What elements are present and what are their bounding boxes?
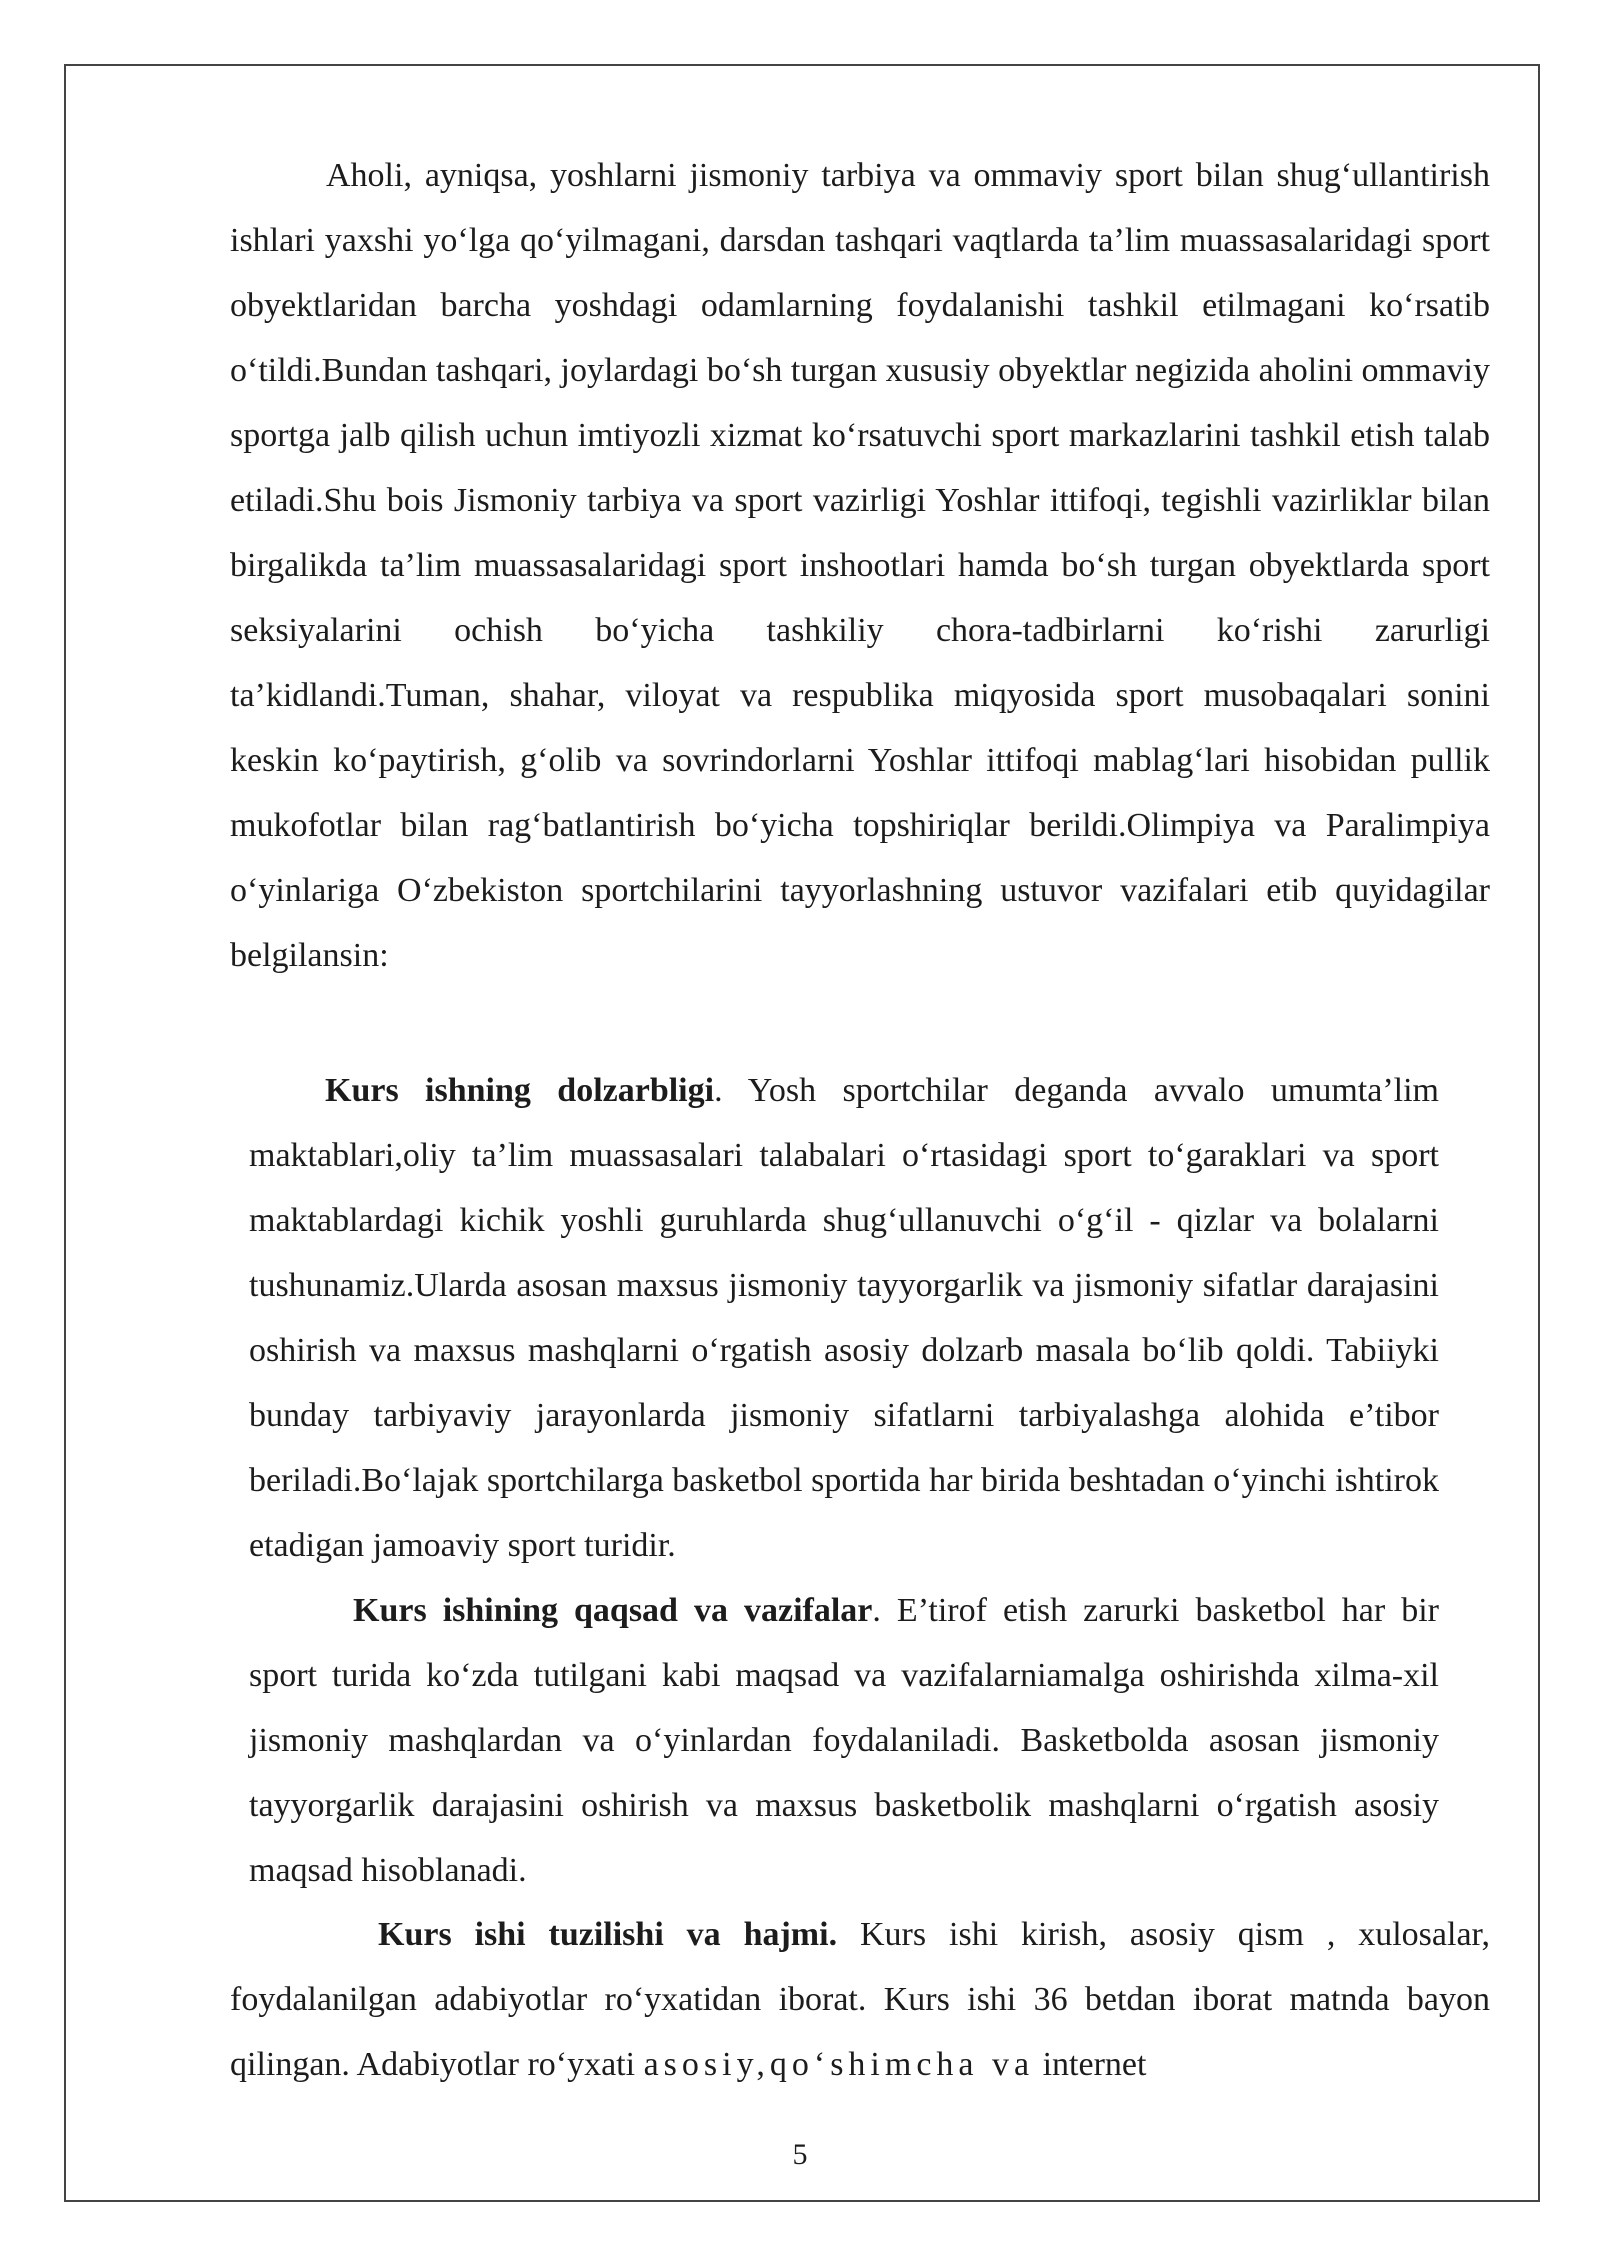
text-relevance: . Yosh sportchilar deganda avvalo umumta’lim maktablari,oliy ta’lim muassasalari talabalari o‘rtasidagi sport to‘garaklari va sport maktablardagi kichik yoshli guruhlarda shug‘ullanuvchi o‘g‘il - qizlar va bolalarni tushunamiz.Ularda asosan maxsus jismoniy tayyorgarlik va jismoniy sifatlar darajasini oshirish va maxsus mashqlarni o‘rgatish asosiy dolzarb masala bo‘lib qoldi. Tabiiyki bunday tarbiyaviy jarayonlarda jismoniy sifatlarni tarbiyalashga alohida e’tibor beriladi.Bo‘lajak sportchilarga basketbol sportida har birida beshtadan o‘yinchi ishtirok etadigan jamoaviy sport turidir. <box>249 1072 1439 1564</box>
heading-relevance: Kurs ishning dolzarbligi <box>325 1072 715 1109</box>
heading-goals: Kurs ishining qaqsad va vazifalar <box>353 1592 873 1629</box>
paragraph-goals <box>249 1578 1439 1903</box>
text-structure-tail: internet <box>1034 2046 1147 2083</box>
paragraph-relevance <box>249 1058 1439 1578</box>
text-structure: Kurs ishi kirish, asosiy qism , xulosalar, foydalanilgan adabiyotlar ro‘yxatidan iborat. Kurs ishi 36 betdan iborat matnda bayon qilingan. Adabiyotlar ro‘yxati <box>230 1916 1490 2083</box>
page-number: 5 <box>792 2138 808 2171</box>
text-goals: . E’tirof etish zarurki basketbol har bir sport turida ko‘zda tutilgani kabi maqsad va vazifalarniamalga oshirishda xilma-xil jismoniy mashqlardan va o‘yinlardan foydalaniladi. Basketbolda asosan jismoniy tayyorgarlik darajasini oshirish va maxsus basketbolik mashqlarni o‘rgatish asosiy maqsad hisoblanadi. <box>249 1592 1439 1889</box>
paragraph-intro: Aholi, ayniqsa, yoshlarni jismoniy tarbiya va ommaviy sport bilan shug‘ullantirish ishlari yaxshi yo‘lga qo‘yilmagani, darsdan tashqari vaqtlarda ta’lim muassasalaridagi sport obyektlaridan barcha yoshdagi odamlarning foydalanishi tashkil etilmagani ko‘rsatib o‘tildi.Bundan tashqari, joylardagi bo‘sh turgan xususiy obyektlar negizida aholini ommaviy sportga jalb qilish uchun imtiyozli xizmat ko‘rsatuvchi sport markazlarini tashkil etish talab etiladi.Shu bois Jismoniy tarbiya va sport vazirligi Yoshlar ittifoqi, tegishli vazirliklar bilan birgalikda ta’lim muassasalaridagi sport inshootlari hamda bo‘sh turgan obyektlarda sport seksiyalarini ochish bo‘yicha tashkiliy chora-tadbirlarni ko‘rishi zarurligi ta’kidlandi.Tuman, shahar, viloyat va respublika miqyosida sport musobaqalari sonini keskin ko‘paytirish, g‘olib va sovrindorlarni Yoshlar ittifoqi mablag‘lari hisobidan pullik mukofotlar bilan rag‘batlantirish bo‘yicha topshiriqlar berildi.Olimpiya va Paralimpiya o‘yinlariga O‘zbekiston sportchilarini tayyorlashning ustuvor vazifalari etib quyidagilar belgilansin: <box>230 157 1490 974</box>
heading-structure: Kurs ishi tuzilishi va hajmi. <box>378 1916 838 1953</box>
text-structure-spaced: asosiy,qo‘shimcha va <box>643 2046 1035 2083</box>
paragraph-structure <box>230 1902 1490 2097</box>
